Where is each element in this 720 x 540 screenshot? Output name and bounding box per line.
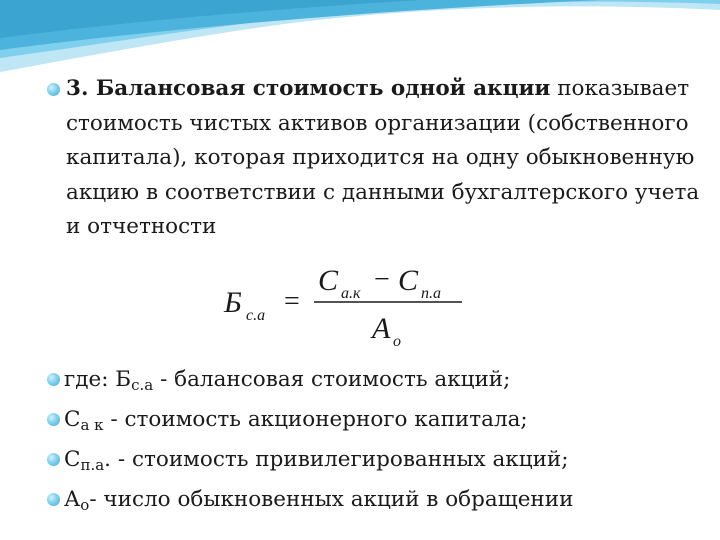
bullet-icon xyxy=(47,453,60,466)
paragraph-body: показывает стоимость чистых активов организации (собственного капитала), которая приходится на одну обыкновенную акцию в соответствии с данными бухгалтерского учета и отчетности xyxy=(66,76,700,239)
list-item: $А_о-$ число обыкновенных акций в обращении xyxy=(64,487,574,514)
bullet-icon xyxy=(47,493,60,506)
paragraph-lead: 3. Балансовая стоимость одной акции xyxy=(66,76,551,101)
formula-minus: − xyxy=(374,264,390,295)
main-paragraph xyxy=(66,72,706,245)
bullet-icon xyxy=(47,373,60,386)
formula-lhs-sub: с.а xyxy=(246,307,266,324)
list-item: где: $Б_{с.а}$ - балансовая стоимость акций; xyxy=(64,367,511,394)
formula-num-b: С xyxy=(398,264,419,297)
bullet-icon xyxy=(47,83,60,96)
formula-equals: = xyxy=(284,286,300,317)
formula xyxy=(222,256,472,352)
list-item: $С_{а к}$ - стоимость акционерного капитала; xyxy=(64,407,528,434)
formula-den-sub: о xyxy=(393,333,401,350)
formula-num-a: С xyxy=(318,264,339,297)
list-item: $С_{п.а}$. - стоимость привилегированных акций; xyxy=(64,447,569,474)
formula-num-a-sub: а.к xyxy=(341,285,361,302)
formula-den: А xyxy=(372,312,391,345)
formula-num-b-sub: п.а xyxy=(421,285,441,302)
formula-lhs: Б xyxy=(224,286,242,319)
bullet-icon xyxy=(47,413,60,426)
